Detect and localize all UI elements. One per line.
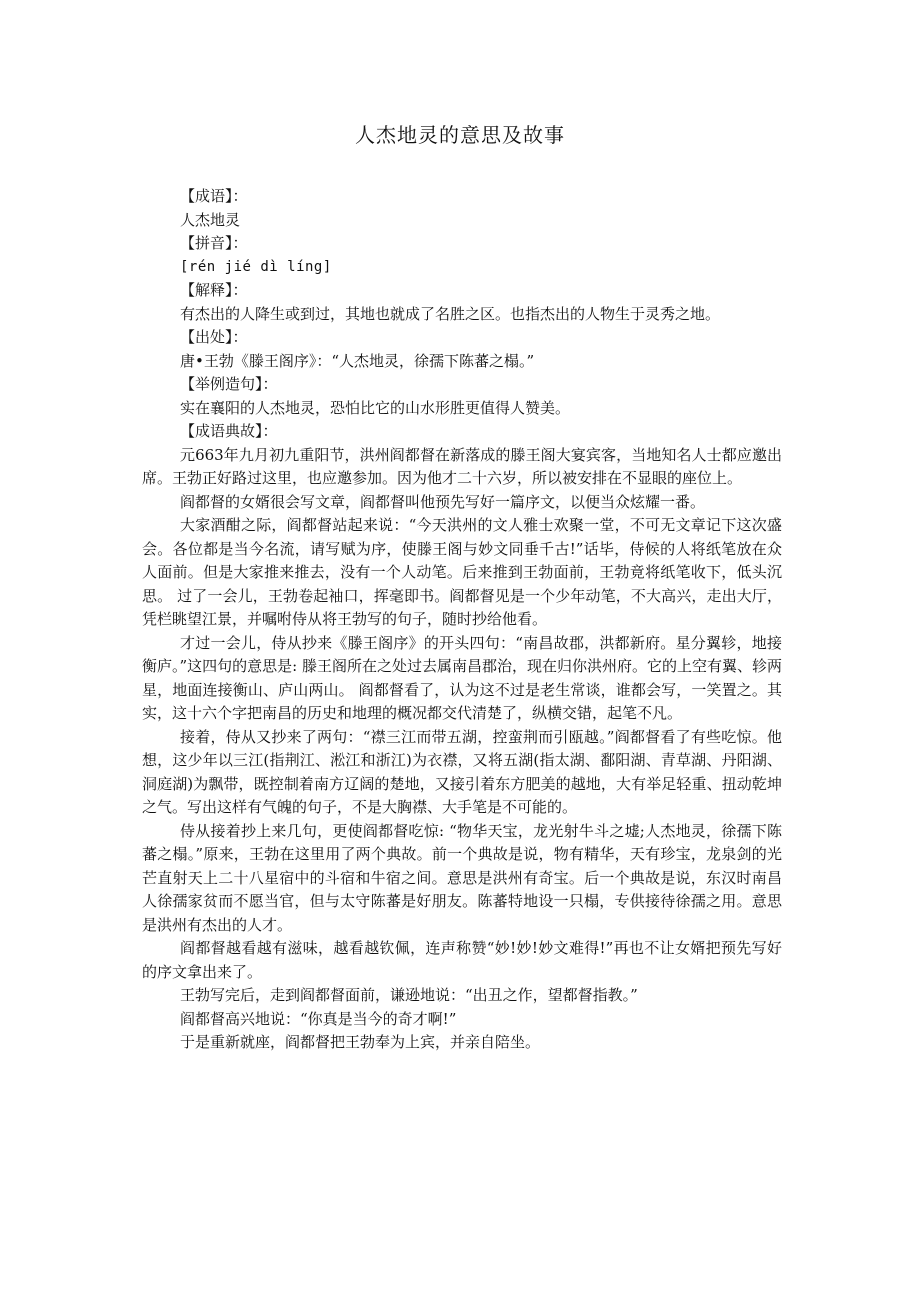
meaning-text: 有杰出的人降生或到过，其地也就成了名胜之区。也指杰出的人物生于灵秀之地。	[180, 304, 721, 323]
example-text: 实在襄阳的人杰地灵，恐怕比它的山水形胜更值得人赞美。	[180, 398, 571, 417]
story-paragraph: 接着，侍从又抄来了两句：“襟三江而带五湖，控蛮荆而引瓯越。”阎都督看了有些吃惊。他想，这少年以三江(指荆江、淞江和浙江)为衣襟，又将五湖(指太湖、鄱阳湖、青草湖、丹阳湖、洞庭湖)为飘带，既控制着南方辽阔的楚地，又接引着东方肥美的越地，大有举足轻重、扭动乾坤之气。写出这样有气魄的句子，不是大胸襟、大手笔是不可能的。	[142, 727, 782, 816]
story-label: 【成语典故】：	[180, 422, 278, 440]
source-text: 唐•王勃《滕王阁序》：“人杰地灵，徐孺下陈蕃之榻。”	[180, 351, 535, 370]
idiom-label: 【成语】：	[180, 187, 248, 205]
document-body	[142, 185, 782, 1055]
story-paragraph: 阎都督的女婿很会写文章，阎都督叫他预先写好一篇序文，以便当众炫耀一番。	[180, 492, 706, 511]
example-label: 【举例造句】：	[180, 375, 278, 393]
story-paragraph: 大家酒酣之际，阎都督站起来说：“今天洪州的文人雅士欢聚一堂，不可无文章记下这次盛会。各位都是当今名流，请写赋为序，使滕王阁与妙文同垂千古!”话毕，侍候的人将纸笔放在众人面前。但是大家推来推去，没有一个人动笔。后来推到王勃面前，王勃竟将纸笔收下，低头沉思。 过了一会儿，王勃卷起袖口，挥毫即书。阎都督见是一个少年动笔，不大高兴，走出大厅，凭栏眺望江景，并嘱咐侍从将王勃写的句子，随时抄给他看。	[142, 516, 782, 628]
page-title: 人杰地灵的意思及故事	[355, 123, 565, 147]
pinyin-text: [rén jié dì líng]	[180, 258, 332, 275]
story-paragraph: 王勃写完后，走到阎都督面前，谦逊地说：“出丑之作，望都督指教。”	[180, 986, 638, 1004]
pinyin-label: 【拼音】：	[180, 234, 248, 252]
source-label: 【出处】：	[180, 328, 248, 346]
story-paragraph: 阎都督高兴地说：“你真是当今的奇才啊!”	[180, 1009, 457, 1028]
story-paragraph: 于是重新就座，阎都督把王勃奉为上宾，并亲自陪坐。	[180, 1033, 541, 1051]
story-paragraph: 阎都督越看越有滋味，越看越钦佩，连声称赞“妙!妙!妙文难得!”再也不让女婿把预先写好的序文拿出来了。	[142, 939, 782, 981]
idiom-text: 人杰地灵	[180, 210, 241, 229]
story-paragraph: 元663年九月初九重阳节，洪州阎都督在新落成的滕王阁大宴宾客，当地知名人士都应邀出席。王勃正好路过这里，也应邀参加。因为他才二十六岁，所以被安排在不显眼的座位上。	[142, 445, 782, 487]
meaning-label: 【解释】：	[180, 281, 248, 299]
story-paragraph: 侍从接着抄上来几句，更使阎都督吃惊: “物华天宝，龙光射牛斗之墟;人杰地灵，徐孺下陈蕃之榻。”原来，王勃在这里用了两个典故。前一个典故是说，物有精华，天有珍宝，龙泉剑的光芒直射天上二十八星宿中的斗宿和牛宿之间。意思是洪州有奇宝。后一个典故是说，东汉时南昌人徐孺家贫而不愿当官，但与太守陈蕃是好朋友。陈蕃特地设一只榻，专供接待徐孺之用。意思是洪州有杰出的人才。	[142, 821, 782, 934]
story-paragraph: 才过一会儿，侍从抄来《滕王阁序》的开头四句：“南昌故郡，洪都新府。星分翼轸，地接衡庐。”这四句的意思是: 滕王阁所在之处过去属南昌郡治，现在归你洪州府。它的上空有翼、轸两星，地面连接衡山、庐山两山。 阎都督看了，认为这不过是老生常谈，谁都会写，一笑置之。其实，这十六个字把南昌的历史和地理的概况都交代清楚了，纵横交错，起笔不凡。	[142, 633, 782, 722]
